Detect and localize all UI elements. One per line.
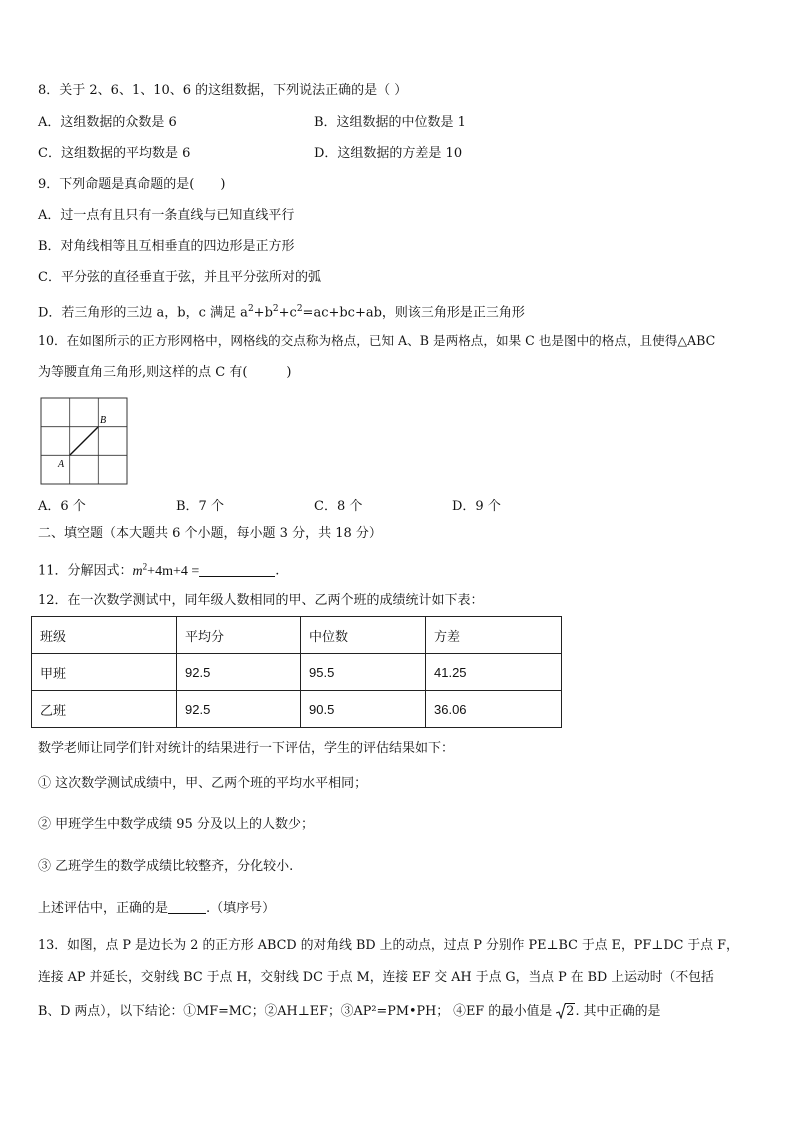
- q12-score-table: [31, 616, 562, 728]
- q10-grid-figure: [40, 397, 130, 487]
- table-cell: 乙班: [32, 691, 177, 728]
- q9-stem: 9．下列命题是真命题的是( ): [38, 177, 226, 192]
- q10-option-d: D．9 个: [452, 499, 501, 514]
- point-b-label: B: [100, 415, 107, 426]
- table-header-cell: 班级: [32, 617, 177, 654]
- q10-stem-line1: 10．在如图所示的正方形网格中，网格线的交点称为格点，已知 A、B 是两格点，如果 C 也是图中的格点，且使得△ABC: [38, 333, 716, 348]
- q8-option-d: D．这组数据的方差是 10: [314, 146, 463, 161]
- q12-stem: 12．在一次数学测试中，同年级人数相同的甲、乙两个班的成绩统计如下表：: [38, 593, 484, 608]
- q9-option-b: B．对角线相等且互相垂直的四边形是正方形: [38, 239, 295, 254]
- q8-option-c: C．这组数据的平均数是 6: [38, 146, 191, 161]
- q12-item-3: ③ 乙班学生的数学成绩比较整齐，分化较小.: [38, 859, 294, 874]
- q11-answer-blank: [199, 562, 275, 577]
- table-cell: 92.5: [177, 654, 301, 691]
- q9-option-a: A．过一点有且只有一条直线与已知直线平行: [38, 208, 295, 223]
- table-header-row: [32, 617, 562, 654]
- table-header-cell: 方差: [426, 617, 562, 654]
- table-cell: 41.25: [426, 654, 562, 691]
- table-cell: 甲班: [32, 654, 177, 691]
- table-row: [32, 654, 562, 691]
- q12-item-1: ① 这次数学测试成绩中，甲、乙两个班的平均水平相同；: [38, 776, 368, 791]
- q10-option-c: C．8 个: [314, 499, 363, 514]
- q13-line-3: B、D 两点），以下结论：①MF=MC；②AH⊥EF；③AP²=PM•PH； ④EF 的最小值是 2. 其中正确的是: [38, 1004, 661, 1019]
- q10-option-b: B．7 个: [176, 499, 224, 514]
- q12-question: 上述评估中，正确的是 .（填序号）: [38, 901, 276, 916]
- table-cell: 36.06: [426, 691, 562, 728]
- sqrt-symbol: 2: [556, 1003, 575, 1021]
- table-header-cell: 中位数: [301, 617, 426, 654]
- q12-answer-blank: [168, 899, 206, 914]
- q13-line-1: 13．如图，点 P 是边长为 2 的正方形 ABCD 的对角线 BD 上的动点，过点 P 分别作 PE⊥BC 于点 E，PF⊥DC 于点 F，: [38, 938, 739, 953]
- table-cell: 95.5: [301, 654, 426, 691]
- q8-option-b: B．这组数据的中位数是 1: [314, 115, 466, 130]
- radical-sign-icon: [556, 1003, 566, 1019]
- q10-option-a: A．6 个: [38, 499, 86, 514]
- q8-option-a: A．这组数据的众数是 6: [38, 115, 177, 130]
- table-row: [32, 691, 562, 728]
- q12-item-2: ② 甲班学生中数学成绩 95 分及以上的人数少；: [38, 817, 314, 832]
- section-2-heading: 二、填空题（本大题共 6 个小题，每小题 3 分，共 18 分）: [38, 526, 382, 541]
- q13-line-2: 连接 AP 并延长，交射线 BC 于点 H，交射线 DC 于点 M，连接 EF 交 AH 于点 G，当点 P 在 BD 上运动时（不包括: [38, 970, 714, 985]
- q11-stem: 11．分解因式：$m^2+4m+4$ = .: [38, 561, 280, 579]
- table-cell: 90.5: [301, 691, 426, 728]
- segment-ab: [70, 427, 99, 456]
- q11-expression: $m^2+4m+4$ =: [132, 561, 200, 579]
- q9-option-d: D．若三角形的三边 a，b，c 满足 $a^2+b^2+c^2=ac+bc+ab$，则该三角形是正三角形: [38, 304, 525, 321]
- q9-option-c: C．平分弦的直径垂直于弦，并且平分弦所对的弧: [38, 270, 321, 285]
- table-header-cell: 平均分: [177, 617, 301, 654]
- q10-stem-line2: 为等腰直角三角形,则这样的点 C 有( ): [38, 365, 292, 380]
- q12-intro: 数学老师让同学们针对统计的结果进行一下评估，学生的评估结果如下：: [38, 741, 455, 756]
- point-a-label: A: [58, 459, 65, 470]
- q8-stem: 8．关于 2、6、1、10、6 的这组数据，下列说法正确的是（ ）: [38, 83, 408, 98]
- table-cell: 92.5: [177, 691, 301, 728]
